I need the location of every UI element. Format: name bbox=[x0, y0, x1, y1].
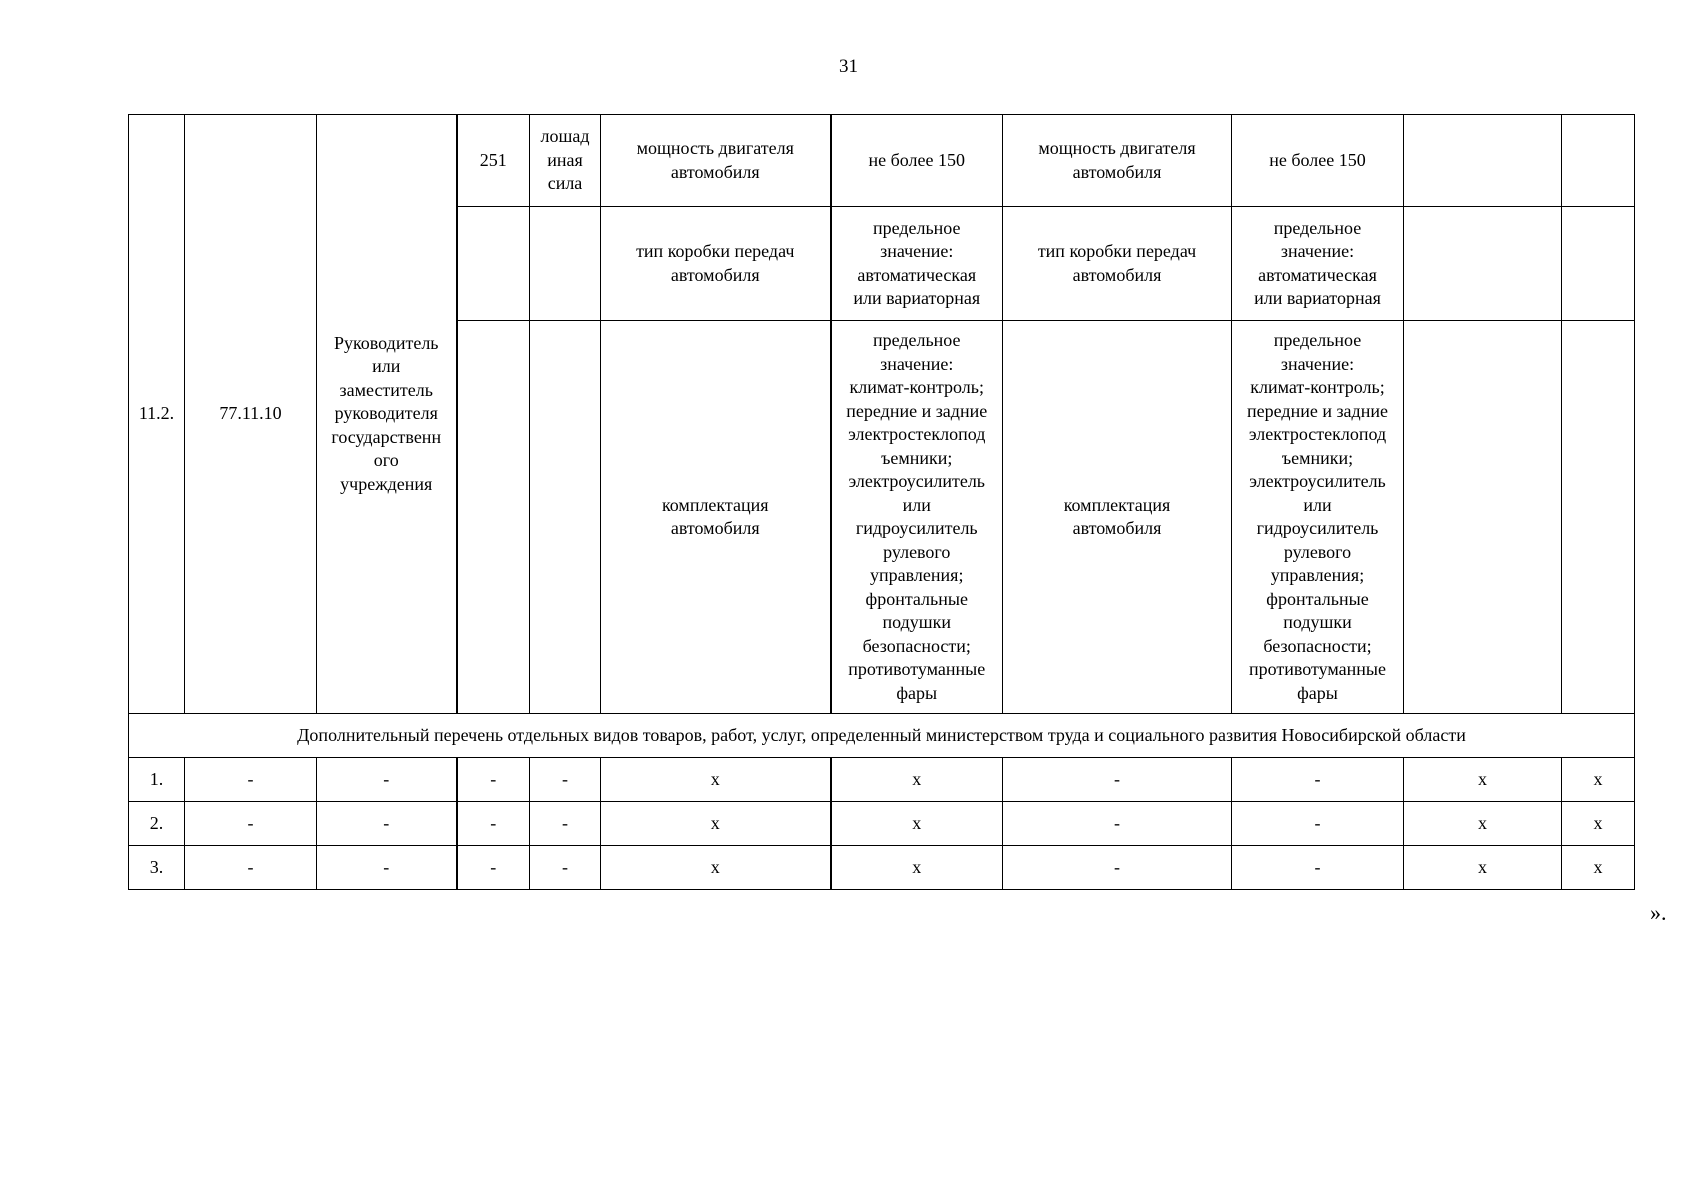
unit-code-cell: 251 bbox=[457, 115, 530, 207]
regulation-table bbox=[128, 114, 1635, 890]
page-number: 31 bbox=[839, 56, 858, 77]
table-row bbox=[129, 802, 1635, 846]
table-cell: x bbox=[601, 758, 831, 802]
table-cell: - bbox=[530, 846, 601, 890]
unit-code-cell bbox=[457, 207, 530, 321]
table-cell: 2. bbox=[129, 802, 185, 846]
characteristic-cell: комплектация автомобиля bbox=[1003, 321, 1232, 714]
table-cell: - bbox=[530, 802, 601, 846]
table-cell: x bbox=[601, 802, 831, 846]
table-cell: - bbox=[1003, 758, 1232, 802]
table-cell: x bbox=[1404, 802, 1562, 846]
position-cell: Руководитель или заместитель руководителя государственн ого учреждения bbox=[317, 115, 457, 714]
value-cell: предельное значение: автоматическая или вариаторная bbox=[831, 207, 1003, 321]
table-cell: - bbox=[185, 846, 317, 890]
value-cell: предельное значение: климат-контроль; передние и задние электростеклопод ъемники; электроусилитель или гидроусилитель рулевого управления; фронтальные подушки безопасности; противотуманные фары bbox=[831, 321, 1003, 714]
extra-cell bbox=[1404, 115, 1562, 207]
unit-code-cell bbox=[457, 321, 530, 714]
table-cell: - bbox=[185, 758, 317, 802]
value-cell: предельное значение: автоматическая или вариаторная bbox=[1232, 207, 1404, 321]
extra-cell bbox=[1562, 207, 1635, 321]
characteristic-cell: мощность двигателя автомобиля bbox=[1003, 115, 1232, 207]
table-cell: x bbox=[1562, 802, 1635, 846]
extra-cell bbox=[1404, 207, 1562, 321]
table-cell: - bbox=[317, 802, 457, 846]
characteristic-cell: тип коробки передач автомобиля bbox=[601, 207, 831, 321]
table-cell: - bbox=[1232, 846, 1404, 890]
extra-cell bbox=[1562, 115, 1635, 207]
table-cell: - bbox=[1003, 802, 1232, 846]
table-cell: x bbox=[831, 846, 1003, 890]
closing-quote-mark: ». bbox=[1650, 900, 1667, 925]
table-cell: - bbox=[1003, 846, 1232, 890]
table-cell: - bbox=[457, 802, 530, 846]
row-number-cell: 11.2. bbox=[129, 115, 185, 714]
table-cell: - bbox=[457, 758, 530, 802]
okpd-code-cell: 77.11.10 bbox=[185, 115, 317, 714]
unit-name-cell: лошад иная сила bbox=[530, 115, 601, 207]
table-cell: - bbox=[457, 846, 530, 890]
section-header-row bbox=[129, 714, 1635, 758]
table-cell: - bbox=[1232, 802, 1404, 846]
extra-cell bbox=[1404, 321, 1562, 714]
table-cell: x bbox=[831, 802, 1003, 846]
table-cell: x bbox=[601, 846, 831, 890]
table-row bbox=[129, 758, 1635, 802]
extra-cell bbox=[1562, 321, 1635, 714]
characteristic-cell: мощность двигателя автомобиля bbox=[601, 115, 831, 207]
table-cell: x bbox=[831, 758, 1003, 802]
table-cell: - bbox=[317, 846, 457, 890]
unit-name-cell bbox=[530, 207, 601, 321]
table-cell: 3. bbox=[129, 846, 185, 890]
table-row bbox=[129, 115, 1635, 207]
table-cell: x bbox=[1404, 758, 1562, 802]
table-cell: - bbox=[317, 758, 457, 802]
value-cell: не более 150 bbox=[831, 115, 1003, 207]
characteristic-cell: тип коробки передач автомобиля bbox=[1003, 207, 1232, 321]
table-row bbox=[129, 846, 1635, 890]
table-cell: 1. bbox=[129, 758, 185, 802]
section-title: Дополнительный перечень отдельных видов товаров, работ, услуг, определенный министерством труда и социального развития Новосибирской области bbox=[129, 714, 1635, 758]
table-cell: - bbox=[185, 802, 317, 846]
characteristic-cell: комплектация автомобиля bbox=[601, 321, 831, 714]
value-cell: предельное значение: климат-контроль; передние и задние электростеклопод ъемники; электроусилитель или гидроусилитель рулевого управления; фронтальные подушки безопасности; противотуманные фары bbox=[1232, 321, 1404, 714]
table-cell: - bbox=[1232, 758, 1404, 802]
table-cell: x bbox=[1562, 846, 1635, 890]
value-cell: не более 150 bbox=[1232, 115, 1404, 207]
table-cell: - bbox=[530, 758, 601, 802]
table-cell: x bbox=[1404, 846, 1562, 890]
table-cell: x bbox=[1562, 758, 1635, 802]
unit-name-cell bbox=[530, 321, 601, 714]
